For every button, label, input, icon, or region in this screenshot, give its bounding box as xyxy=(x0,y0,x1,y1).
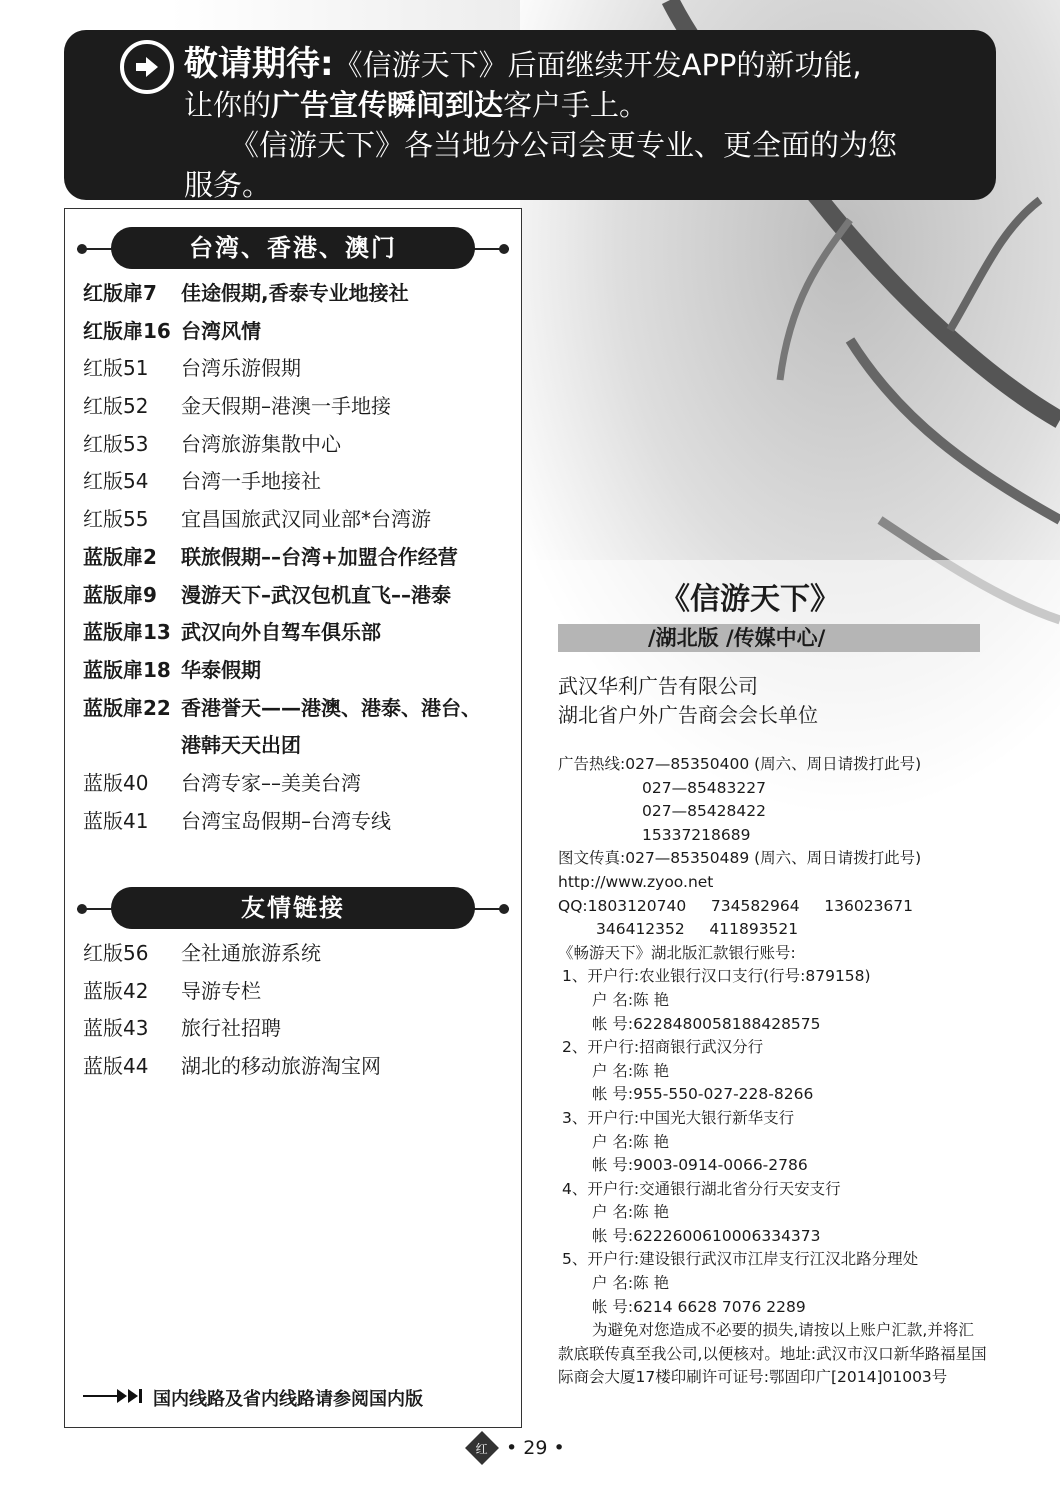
account-number: 帐 号:6222600610006334373 xyxy=(592,1226,821,1245)
account-number: 帐 号:9003-0914-0066-2786 xyxy=(592,1156,808,1175)
account-holder: 户 名:陈 艳 xyxy=(592,1203,670,1222)
listing-name: 联旅假期––台湾+加盟合作经营 xyxy=(181,544,458,569)
page-code: 蓝版41 xyxy=(83,808,149,833)
section-title: 友情链接 xyxy=(111,887,475,929)
account-number: 帐 号:6228480058188428575 xyxy=(592,1014,821,1033)
account-holder: 户 名:陈 艳 xyxy=(592,1132,670,1151)
banner-line-1: 敬请期待:《信游天下》后面继续开发APP的新功能, xyxy=(184,44,862,84)
hotline: 027—85483227 xyxy=(642,778,766,797)
listing-name: 台湾乐游假期 xyxy=(181,356,301,381)
account-holder: 户 名:陈 艳 xyxy=(592,990,670,1009)
list-item xyxy=(83,652,513,690)
page-code: 蓝版43 xyxy=(83,1016,149,1041)
listing-name: 台湾旅游集散中心 xyxy=(181,431,341,456)
list-item xyxy=(83,935,513,973)
list-item xyxy=(83,765,513,803)
brand-bar: /湖北版 /传媒中心/ xyxy=(558,624,980,652)
listing-name: 台湾宝岛假期–台湾专线 xyxy=(181,808,391,833)
page-code: 蓝版扉22 xyxy=(83,695,171,720)
listing-name: 港韩天天出团 xyxy=(181,733,301,758)
page-code: 红版52 xyxy=(83,394,149,419)
list-item xyxy=(83,426,513,464)
page-mark-icon: 红 xyxy=(465,1431,499,1465)
list-item xyxy=(83,388,513,426)
banner-line-2: 让你的广告宣传瞬间到达客户手上。 xyxy=(184,88,649,122)
page-code: 蓝版扉13 xyxy=(83,620,171,645)
page-code: 蓝版扉2 xyxy=(83,544,157,569)
page-code: 红版扉16 xyxy=(83,318,171,343)
page-code: 蓝版扉18 xyxy=(83,657,171,682)
bank-branch: 1、开户行:农业银行汉口支行(行号:879158) xyxy=(562,967,871,986)
account-number: 帐 号:6214 6628 7076 2289 xyxy=(592,1297,806,1316)
page-code: 蓝版40 xyxy=(83,770,149,795)
company-role: 湖北省户外广告商会会长单位 xyxy=(558,703,818,727)
listing-name: 金天假期–港澳一手地接 xyxy=(181,394,391,419)
directory-panel xyxy=(64,208,522,1428)
list-item xyxy=(83,577,513,615)
listing-name: 武汉向外自驾车俱乐部 xyxy=(181,620,381,645)
bank-list xyxy=(558,965,988,1319)
bank-branch: 4、开户行:交通银行湖北省分行天安支行 xyxy=(562,1179,841,1198)
page-code: 蓝版42 xyxy=(83,978,149,1003)
footer-note: 国内线路及省内线路请参阅国内版 xyxy=(83,1385,423,1411)
listing-name: 香港誉天——港澳、港泰、港台、 xyxy=(181,695,481,720)
remittance-note: 为避免对您造成不必要的损失,请按以上账户汇款,并将汇款底联传真至我公司,以便核对。地址:武汉市汉口新华路福星国际商会大厦17楼印刷许可证号:鄂固印广[2014]01003号 xyxy=(558,1321,987,1387)
account-holder: 户 名:陈 艳 xyxy=(592,1061,670,1080)
account-number: 帐 号:955-550-027-228-8266 xyxy=(592,1085,814,1104)
list-item xyxy=(83,690,513,728)
banner-heading: 敬请期待: xyxy=(184,44,334,84)
banner-line-3: 《信游天下》各当地分公司会更专业、更全面的为您 xyxy=(230,128,898,162)
list-item xyxy=(83,727,513,765)
page-code: 红版53 xyxy=(83,431,149,456)
announcement-banner xyxy=(64,30,996,200)
list-item xyxy=(83,350,513,388)
company-info xyxy=(558,672,818,730)
company-name: 武汉华利广告有限公司 xyxy=(558,674,758,698)
list-item xyxy=(83,973,513,1011)
account-holder: 户 名:陈 艳 xyxy=(592,1274,670,1293)
listing-name: 台湾专家––美美台湾 xyxy=(181,770,361,795)
list-item xyxy=(83,614,513,652)
bank-branch: 5、开户行:建设银行武汉市江岸支行江汉北路分理处 xyxy=(562,1250,919,1269)
hotline: 15337218689 xyxy=(642,825,751,844)
banner-line-4: 服务。 xyxy=(184,168,272,202)
list-item xyxy=(83,1048,513,1086)
page-code: 蓝版扉9 xyxy=(83,582,157,607)
listing-name: 佳途假期,香泰专业地接社 xyxy=(181,281,409,305)
list-item xyxy=(83,539,513,577)
page-code: 红版扉7 xyxy=(83,281,157,305)
list-item xyxy=(83,501,513,539)
listing-name: 宜昌国旅武汉同业部*台湾游 xyxy=(181,507,431,532)
listing-name: 湖北的移动旅游淘宝网 xyxy=(181,1054,381,1079)
contact-info xyxy=(558,753,988,1390)
list-item xyxy=(83,1010,513,1048)
listing-name: 台湾风情 xyxy=(181,318,261,343)
qq-numbers: 346412352 411893521 xyxy=(596,920,799,939)
hotline: 027—85428422 xyxy=(642,802,766,821)
bank-title: 《畅游天下》湖北版汇款银行账号: xyxy=(558,943,796,962)
listing-name: 全社通旅游系统 xyxy=(181,941,321,965)
bank-branch: 2、开户行:招商银行武汉分行 xyxy=(562,1038,764,1057)
page-code: 红版51 xyxy=(83,356,149,381)
fax: 图文传真:027—85350489 (周六、周日请拨打此号) xyxy=(558,849,922,868)
list-item xyxy=(83,463,513,501)
website: http://www.zyoo.net xyxy=(558,872,714,891)
page-code: 红版56 xyxy=(83,941,149,965)
brand-title: 《信游天下》 xyxy=(660,582,840,617)
hotline: 广告热线:027—85350400 (周六、周日请拨打此号) xyxy=(558,755,922,773)
list-item xyxy=(83,803,513,841)
section-header-links xyxy=(77,887,509,931)
arrow-right-icon xyxy=(83,1388,143,1408)
listing-name: 华泰假期 xyxy=(181,657,261,682)
list-item xyxy=(83,313,513,351)
list-item xyxy=(83,275,513,313)
bank-branch: 3、开户行:中国光大银行新华支行 xyxy=(562,1108,795,1127)
listing-name: 导游专栏 xyxy=(181,978,261,1003)
page-code: 红版54 xyxy=(83,469,149,494)
listing-name: 旅行社招聘 xyxy=(181,1016,281,1041)
listing-name: 漫游天下–武汉包机直飞––港泰 xyxy=(181,582,451,607)
qq-numbers: QQ:1803120740 734582964 136023671 xyxy=(558,896,914,915)
listing-name: 台湾一手地接社 xyxy=(181,469,321,494)
links-list xyxy=(83,935,513,1086)
section-title: 台湾、香港、澳门 xyxy=(111,227,475,269)
page-code: 蓝版44 xyxy=(83,1054,149,1079)
page-number: 红 • 29 • xyxy=(470,1436,565,1460)
section-header-taiwan xyxy=(77,227,509,271)
arrow-right-icon xyxy=(120,40,174,94)
taiwan-list xyxy=(83,275,513,840)
page-code: 红版55 xyxy=(83,507,149,532)
